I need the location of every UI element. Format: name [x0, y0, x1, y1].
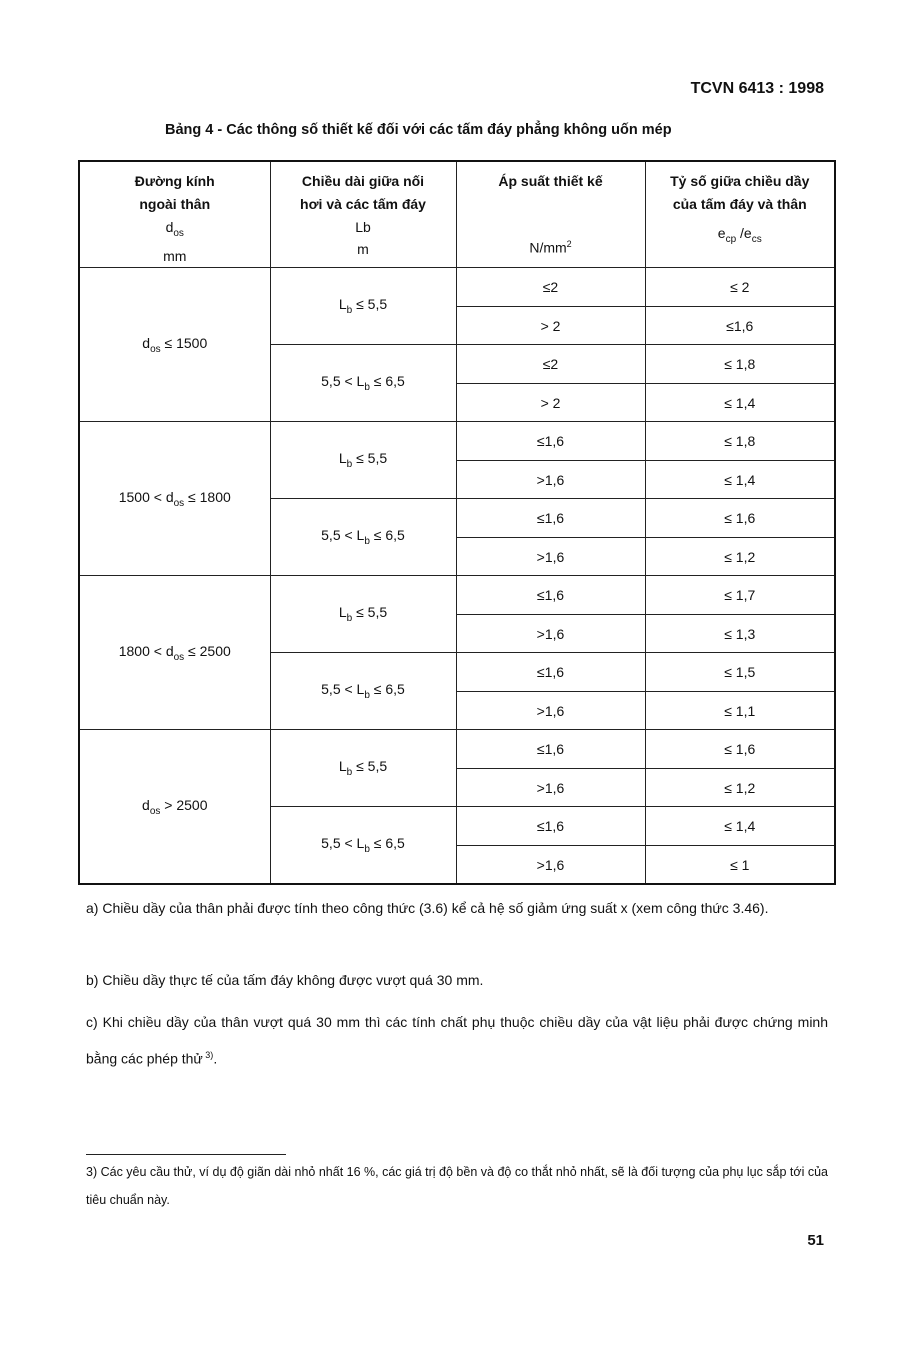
pressure-cell: >1,6 — [456, 614, 645, 653]
length-cell: $5,5 < L_b \le 6,5$ — [270, 807, 456, 885]
outer-diameter-cell: $d_{os} \le 1500$ — [79, 267, 270, 422]
length-cell: $L_b \le 5,5$ — [270, 422, 456, 499]
note-a: a) Chiều dầy của thân phải được tính theo công thức (3.6) kể cả hệ số giảm ứng suất x (xem công thức 3.46). — [86, 900, 769, 916]
ratio-cell: ≤ 1,8 — [645, 422, 835, 461]
note-b: b) Chiều dầy thực tế của tấm đáy không được vượt quá 30 mm. — [86, 972, 484, 988]
pressure-cell: ≤1,6 — [456, 730, 645, 769]
outer-diameter-cell: $1500 < d_{os} \le 1800$ — [79, 422, 270, 576]
pressure-cell: >1,6 — [456, 460, 645, 499]
table-row — [79, 422, 835, 461]
ratio-cell: ≤ 1,5 — [645, 653, 835, 692]
table-row — [79, 730, 835, 769]
pressure-cell: >1,6 — [456, 845, 645, 884]
ratio-cell: ≤ 1,1 — [645, 691, 835, 730]
pressure-cell: > 2 — [456, 383, 645, 422]
length-cell: $5,5 < L_b \le 6,5$ — [270, 499, 456, 576]
header-length-between: Chiều dài giữa nối hơi và các tấm đáy Lb m — [270, 161, 456, 267]
pressure-cell: ≤2 — [456, 267, 645, 306]
header-design-pressure: Áp suất thiết kế $N/mm^2$ — [456, 161, 645, 267]
footnote-3: 3) Các yêu cầu thử, ví dụ độ giãn dài nhỏ nhất 16 %, các giá trị độ bền và độ co thắt nhỏ nhất, sẽ là đối tượng của phụ lục sắp tới của tiêu chuẩn này. — [86, 1165, 828, 1207]
length-cell: $L_b \le 5,5$ — [270, 730, 456, 807]
ratio-cell: ≤ 1,3 — [645, 614, 835, 653]
length-cell: $L_b \le 5,5$ — [270, 267, 456, 345]
table-caption: Bảng 4 - Các thông số thiết kế đối với các tấm đáy phẳng không uốn mép — [165, 122, 672, 138]
pressure-cell: ≤1,6 — [456, 576, 645, 615]
pressure-cell: > 2 — [456, 306, 645, 345]
pressure-cell: ≤2 — [456, 345, 645, 384]
length-cell: $L_b \le 5,5$ — [270, 576, 456, 653]
header-thickness-ratio: Tỷ số giữa chiều dầy của tấm đáy và thân $e_{cp}$ $/e_{cs}$ — [645, 161, 835, 267]
table-header — [79, 161, 835, 267]
document-code: TCVN 6413 : 1998 — [690, 80, 824, 97]
outer-diameter-cell: $d_{os} > 2500$ — [79, 730, 270, 885]
page-number: 51 — [807, 1232, 824, 1249]
length-cell: $5,5 < L_b \le 6,5$ — [270, 653, 456, 730]
ratio-cell: ≤ 1,7 — [645, 576, 835, 615]
footnote-reference: 3) — [202, 1050, 214, 1060]
pressure-cell: >1,6 — [456, 691, 645, 730]
ratio-cell: ≤ 1,4 — [645, 460, 835, 499]
ratio-cell: ≤ 2 — [645, 267, 835, 306]
ratio-cell: ≤ 1,2 — [645, 537, 835, 576]
ratio-cell: ≤ 1,2 — [645, 768, 835, 807]
design-parameters-table — [78, 160, 836, 885]
table-row — [79, 576, 835, 615]
table-row — [79, 267, 835, 306]
footnote-divider — [86, 1154, 286, 1155]
pressure-cell: >1,6 — [456, 537, 645, 576]
outer-diameter-cell: $1800 < d_{os} \le 2500$ — [79, 576, 270, 730]
pressure-cell: ≤1,6 — [456, 499, 645, 538]
ratio-cell: ≤ 1,4 — [645, 807, 835, 846]
length-cell: $5,5 < L_b \le 6,5$ — [270, 345, 456, 422]
ratio-cell: ≤1,6 — [645, 306, 835, 345]
pressure-cell: >1,6 — [456, 768, 645, 807]
pressure-cell: ≤1,6 — [456, 422, 645, 461]
ratio-cell: ≤ 1,6 — [645, 730, 835, 769]
ratio-cell: ≤ 1 — [645, 845, 835, 884]
pressure-cell: ≤1,6 — [456, 807, 645, 846]
pressure-cell: ≤1,6 — [456, 653, 645, 692]
note-c: c) Khi chiều dầy của thân vượt quá 30 mm thì các tính chất phụ thuộc chiều dầy của vật liệu phải được chứng minh bằng các phép thử $^{3)}$. — [86, 1014, 828, 1067]
table-body — [79, 267, 835, 884]
ratio-cell: ≤ 1,6 — [645, 499, 835, 538]
ratio-cell: ≤ 1,8 — [645, 345, 835, 384]
header-outer-diameter: Đường kính ngoài thân $d_{os}$ mm — [79, 161, 270, 267]
ratio-cell: ≤ 1,4 — [645, 383, 835, 422]
